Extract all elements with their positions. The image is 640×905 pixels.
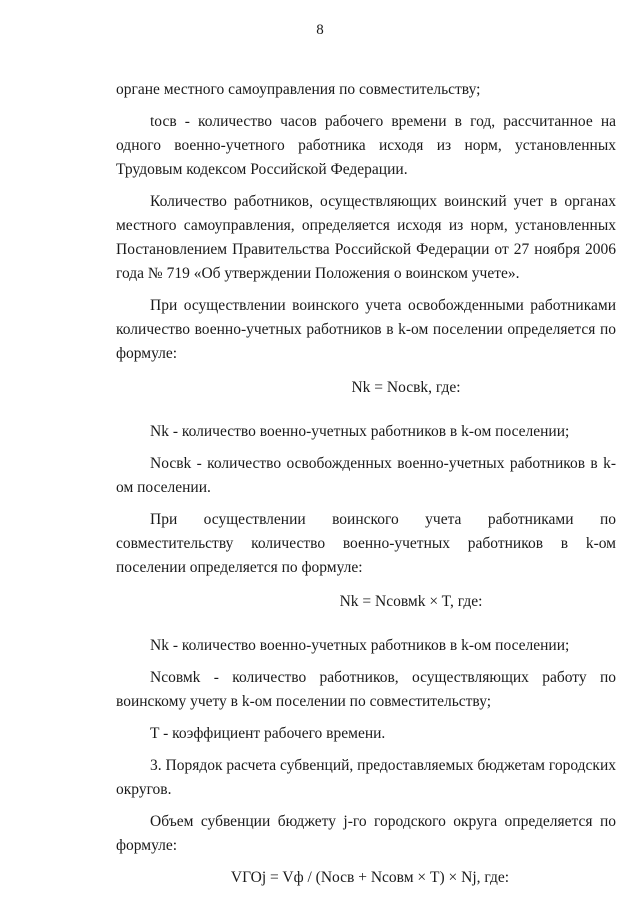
paragraph-nk-definition-2: Nk - количество военно-учетных работников в k-ом поселении; bbox=[150, 637, 570, 654]
formula-nk-released: Nk = Nосвk, где: bbox=[351, 379, 461, 396]
document-body bbox=[116, 78, 616, 890]
section-heading-3: 3. Порядок расчета субвенций, предоставляемых бюджетам городских округов. bbox=[116, 757, 616, 798]
formula-vgoj: VГОj = Vф / (Nосв + Nсовм × T) × Nj, где: bbox=[230, 869, 510, 886]
paragraph-staff-count: Количество работников, осуществляющих воинский учет в органах местного самоуправления, определяется исходя из норм, установленных Постановлением Правительства Российской Федерации от 27 ноября 2006 года № 719 «Об утверждении Положения о воинском учете». bbox=[116, 193, 616, 282]
paragraph-part-time-workers: При осуществлении воинского учета работниками по совместительству количество военно-учетных работников в k-ом поселении определяется по формуле: bbox=[116, 511, 616, 576]
paragraph-nk-definition: Nk - количество военно-учетных работников в k-ом поселении; bbox=[150, 423, 570, 440]
formula-nk-part-time: Nk = Nсовмk × T, где: bbox=[339, 593, 483, 610]
paragraph-continuation: органе местного самоуправления по совместительству; bbox=[116, 81, 481, 98]
paragraph-nsovmk-definition: Nсовмk - количество работников, осуществляющих работу по воинскому учету в k-ом поселении по совместительству; bbox=[116, 669, 616, 710]
paragraph-t-definition: T - коэффициент рабочего времени. bbox=[150, 725, 386, 742]
paragraph-tosv-definition: tосв - количество часов рабочего времени в год, рассчитанное на одного военно-учетного работника исходя из норм, установленных Трудовым кодексом Российской Федерации. bbox=[116, 113, 616, 178]
page-number: 8 bbox=[316, 22, 324, 38]
paragraph-nosvk-definition: Nосвk - количество освобожденных военно-учетных работников в k-ом поселении. bbox=[116, 455, 616, 496]
paragraph-city-district-subvention: Объем субвенции бюджету j-го городского округа определяется по формуле: bbox=[116, 813, 616, 854]
paragraph-released-workers: При осуществлении воинского учета освобожденными работниками количество военно-учетных работников в k-ом поселении определяется по формуле: bbox=[116, 297, 616, 362]
